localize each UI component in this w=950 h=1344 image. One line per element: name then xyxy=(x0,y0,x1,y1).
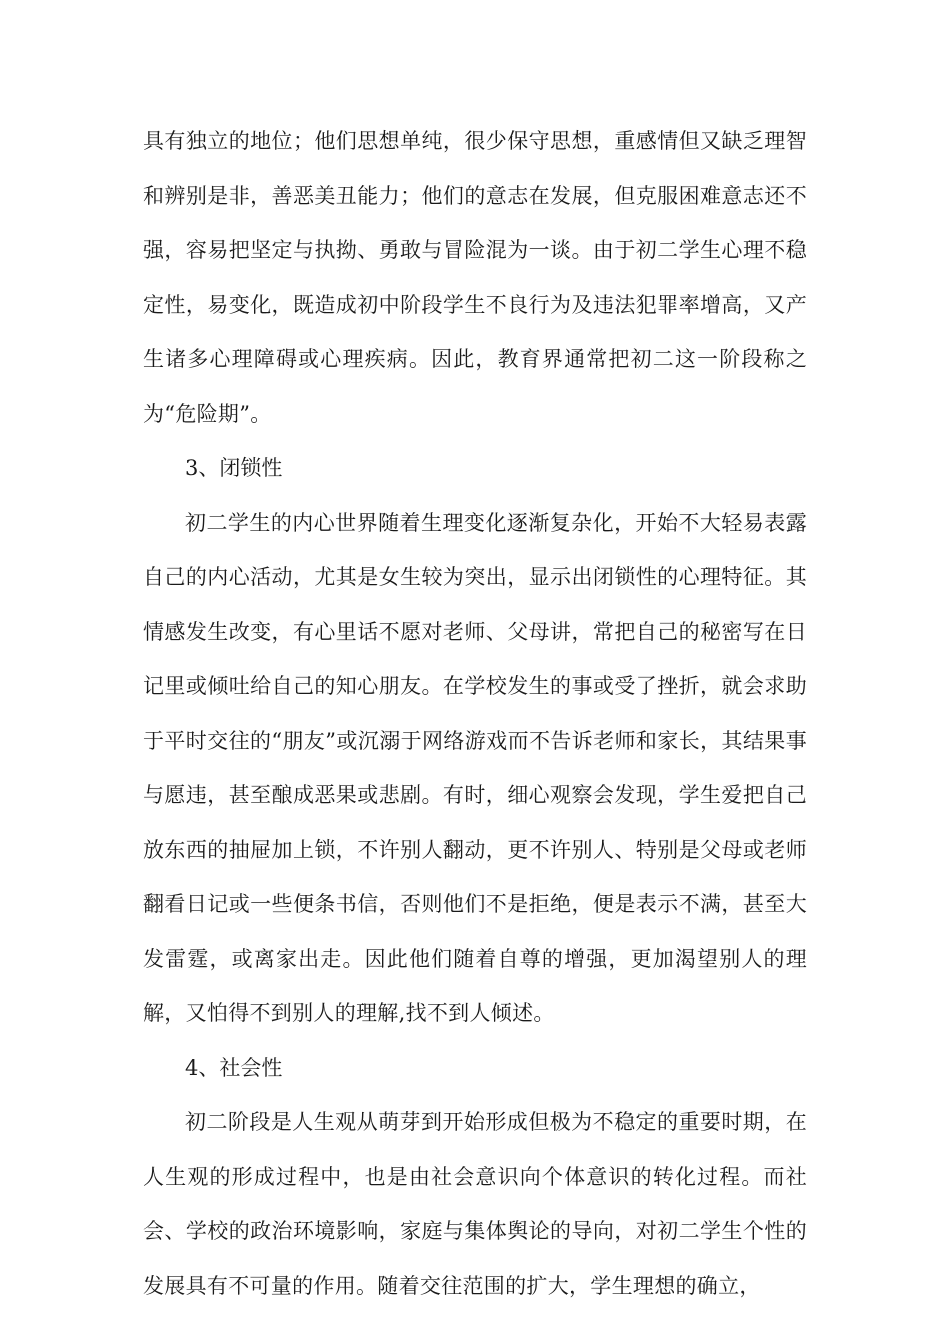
paragraph-closedness: 初二学生的内心世界随着生理变化逐渐复杂化，开始不大轻易表露自己的内心活动，尤其是女生较为突出，显示出闭锁性的心理特征。其情感发生改变，有心里话不愿对老师、父母讲，常把自己的秘密写在日记里或倾吐给自己的知心朋友。在学校发生的事或受了挫折，就会求助于平时交往的“朋友”或沉溺于网络游戏而不告诉老师和家长，其结果事与愿违，甚至酿成恶果或悲剧。有时，细心观察会发现，学生爱把自己放东西的抽屉加上锁，不许别人翻动，更不许别人、特别是父母或老师翻看日记或一些便条书信，否则他们不是拒绝，便是表示不满，甚至大发雷霆，或离家出走。因此他们随着自尊的增强，更加渴望别人的理解，又怕得不到别人的理解,找不到人倾述。 xyxy=(143,510,807,1025)
document-body xyxy=(143,114,807,1313)
section-heading-3: 3、闭锁性 xyxy=(185,456,283,480)
paragraph-sociality: 初二阶段是人生观从萌芽到开始形成但极为不稳定的重要时期，在人生观的形成过程中，也是由社会意识向个体意识的转化过程。而社会、学校的政治环境影响，家庭与集体舆论的导向，对初二学生个性的发展具有不可量的作用。随着交往范围的扩大，学生理想的确立， xyxy=(143,1110,807,1298)
section-heading-4: 4、社会性 xyxy=(185,1055,283,1080)
paragraph-continuation: 具有独立的地位；他们思想单纯，很少保守思想，重感情但又缺乏理智和辨别是非，善恶美丑能力；他们的意志在发展，但克服困难意志还不强，容易把坚定与执拗、勇敢与冒险混为一谈。由于初二学生心理不稳定性，易变化，既造成初中阶段学生不良行为及违法犯罪率增高，又产生诸多心理障碍或心理疾病。因此，教育界通常把初二这一阶段称之为“危险期”。 xyxy=(143,129,807,426)
